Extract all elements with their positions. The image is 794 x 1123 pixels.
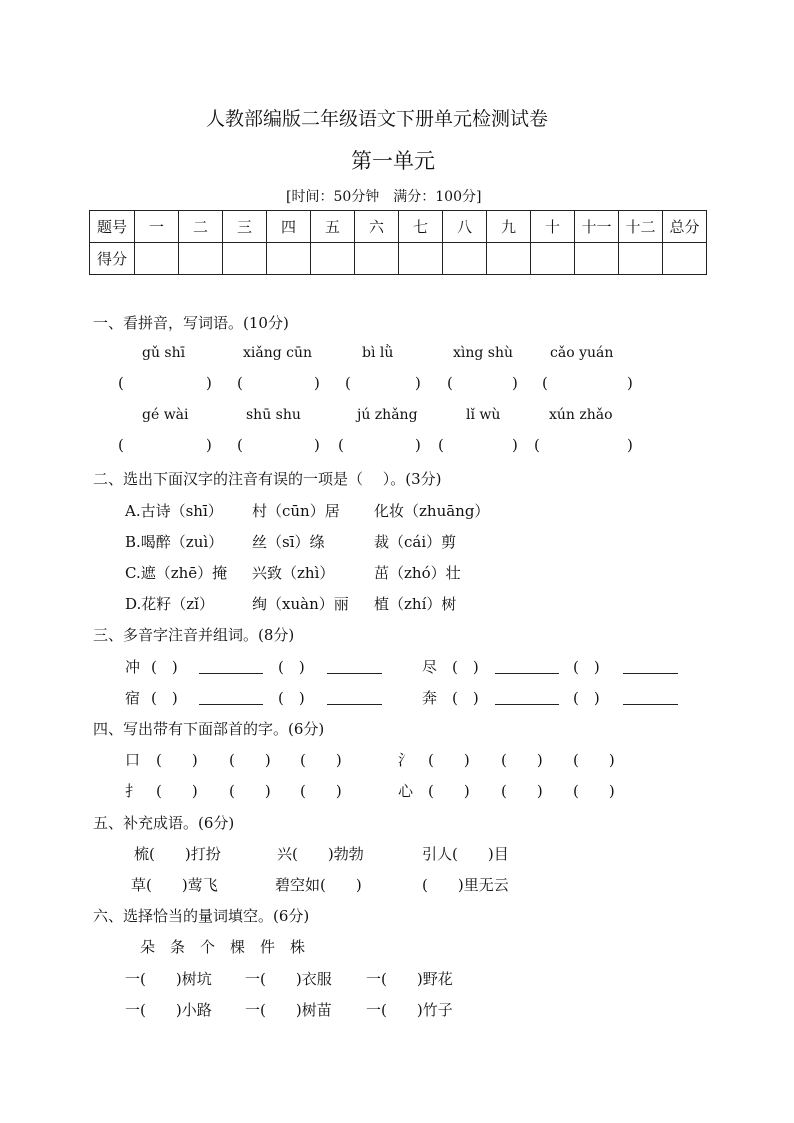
pinyin-paren: ( ) bbox=[573, 658, 600, 676]
column-header: 四 bbox=[267, 211, 311, 243]
pinyin: xìng shù bbox=[453, 345, 514, 361]
pinyin-paren: ( ) bbox=[452, 658, 479, 676]
pinyin-paren: ( ) bbox=[278, 689, 305, 707]
radical: 扌 bbox=[125, 782, 141, 800]
answer-paren-close: ) bbox=[415, 436, 421, 454]
section-heading-5: 五、补充成语。(6分) bbox=[93, 814, 235, 832]
score-table-score-row bbox=[90, 243, 707, 275]
pinyin-paren: ( ) bbox=[151, 689, 178, 707]
word-blank[interactable] bbox=[495, 704, 559, 705]
answer-paren: ( ) bbox=[428, 782, 470, 800]
section-heading-2: 二、选出下面汉字的注音有误的一项是（ ）。(3分) bbox=[93, 470, 442, 488]
pinyin: shū shu bbox=[246, 407, 301, 423]
time-info: [时间：50分钟 满分：100分] bbox=[286, 189, 482, 205]
answer-paren: ( ) bbox=[501, 782, 543, 800]
column-header: 九 bbox=[487, 211, 531, 243]
row-label-score: 得分 bbox=[90, 243, 135, 275]
answer-paren-open: ( bbox=[542, 374, 548, 392]
option-b-item: 裁（cái）剪 bbox=[374, 533, 457, 551]
column-header: 十二 bbox=[619, 211, 663, 243]
answer-paren-open: ( bbox=[438, 436, 444, 454]
measure-word-item: 一( )树坑 bbox=[125, 970, 212, 988]
pinyin-paren: ( ) bbox=[278, 658, 305, 676]
answer-paren: ( ) bbox=[229, 751, 271, 769]
polyphone-char: 尽 bbox=[422, 658, 438, 676]
score-cell[interactable] bbox=[399, 243, 443, 275]
pinyin: bì lǜ bbox=[362, 345, 394, 361]
answer-paren-close: ) bbox=[627, 374, 633, 392]
pinyin: jú zhǎng bbox=[357, 407, 418, 423]
column-header: 八 bbox=[443, 211, 487, 243]
option-c-item: 兴致（zhì） bbox=[252, 564, 335, 582]
section-heading-3: 三、多音字注音并组词。(8分) bbox=[93, 626, 295, 644]
column-header: 一 bbox=[135, 211, 179, 243]
column-header: 三 bbox=[223, 211, 267, 243]
answer-paren: ( ) bbox=[156, 751, 198, 769]
measure-word-choices: 朵 条 个 棵 件 株 bbox=[140, 938, 306, 956]
answer-paren: ( ) bbox=[573, 782, 615, 800]
column-header: 七 bbox=[399, 211, 443, 243]
idiom-item: 引人( )目 bbox=[422, 845, 509, 863]
option-b-item: 丝（sī）绦 bbox=[252, 533, 325, 551]
pinyin: gǔ shī bbox=[142, 345, 186, 361]
section-heading-6: 六、选择恰当的量词填空。(6分) bbox=[93, 907, 310, 925]
column-header: 五 bbox=[311, 211, 355, 243]
answer-paren-close: ) bbox=[206, 436, 212, 454]
answer-paren: ( ) bbox=[501, 751, 543, 769]
answer-paren: ( ) bbox=[156, 782, 198, 800]
answer-paren-open: ( bbox=[338, 436, 344, 454]
option-a-item: 化妆（zhuāng） bbox=[374, 502, 490, 520]
answer-paren: ( ) bbox=[300, 751, 342, 769]
score-cell[interactable] bbox=[575, 243, 619, 275]
radical: 氵 bbox=[398, 751, 414, 769]
score-table bbox=[89, 210, 707, 275]
answer-paren-close: ) bbox=[512, 374, 518, 392]
pinyin: cǎo yuán bbox=[550, 345, 614, 361]
radical: 心 bbox=[398, 782, 414, 800]
answer-paren-open: ( bbox=[237, 436, 243, 454]
word-blank[interactable] bbox=[199, 673, 263, 674]
answer-paren-close: ) bbox=[512, 436, 518, 454]
row-label-question-number: 题号 bbox=[90, 211, 135, 243]
answer-paren: ( ) bbox=[300, 782, 342, 800]
score-cell[interactable] bbox=[311, 243, 355, 275]
answer-paren-open: ( bbox=[447, 374, 453, 392]
score-cell[interactable] bbox=[355, 243, 399, 275]
option-c-item: 茁（zhó）壮 bbox=[374, 564, 461, 582]
answer-paren-open: ( bbox=[534, 436, 540, 454]
word-blank[interactable] bbox=[623, 704, 678, 705]
polyphone-char: 冲 bbox=[125, 658, 141, 676]
polyphone-char: 奔 bbox=[422, 689, 438, 707]
option-d-item: 绚（xuàn）丽 bbox=[252, 595, 349, 613]
score-cell[interactable] bbox=[223, 243, 267, 275]
measure-word-item: 一( )小路 bbox=[125, 1001, 212, 1019]
answer-paren-open: ( bbox=[118, 436, 124, 454]
column-header: 六 bbox=[355, 211, 399, 243]
word-blank[interactable] bbox=[327, 673, 382, 674]
option-b-item: B.喝醉（zuì） bbox=[125, 533, 224, 551]
score-cell[interactable] bbox=[443, 243, 487, 275]
pinyin-paren: ( ) bbox=[573, 689, 600, 707]
measure-word-item: 一( )野花 bbox=[366, 970, 453, 988]
answer-paren: ( ) bbox=[573, 751, 615, 769]
answer-paren-open: ( bbox=[345, 374, 351, 392]
pinyin: gé wài bbox=[142, 407, 189, 423]
word-blank[interactable] bbox=[199, 704, 263, 705]
measure-word-item: 一( )树苗 bbox=[245, 1001, 332, 1019]
idiom-item: 兴( )勃勃 bbox=[277, 845, 364, 863]
column-header: 十 bbox=[531, 211, 575, 243]
option-a-item: 村（cūn）居 bbox=[252, 502, 340, 520]
column-header: 二 bbox=[179, 211, 223, 243]
word-blank[interactable] bbox=[495, 673, 559, 674]
radical: 口 bbox=[125, 751, 141, 769]
page-title: 人教部编版二年级语文下册单元检测试卷 bbox=[206, 108, 549, 130]
score-cell[interactable] bbox=[135, 243, 179, 275]
score-cell[interactable] bbox=[619, 243, 663, 275]
pinyin: xiǎng cūn bbox=[243, 345, 313, 361]
pinyin-paren: ( ) bbox=[151, 658, 178, 676]
score-cell[interactable] bbox=[267, 243, 311, 275]
option-a-item: A.古诗（shī） bbox=[125, 502, 223, 520]
answer-paren-close: ) bbox=[627, 436, 633, 454]
idiom-item: 梳( )打扮 bbox=[134, 845, 221, 863]
column-header: 十一 bbox=[575, 211, 619, 243]
answer-paren-close: ) bbox=[314, 374, 320, 392]
measure-word-item: 一( )衣服 bbox=[245, 970, 332, 988]
word-blank[interactable] bbox=[327, 704, 382, 705]
option-d-item: D.花籽（zǐ） bbox=[125, 595, 214, 613]
idiom-item: 草( )莺飞 bbox=[131, 876, 218, 894]
idiom-item: ( )里无云 bbox=[422, 876, 509, 894]
idiom-item: 碧空如( ) bbox=[275, 876, 362, 894]
column-header: 总分 bbox=[663, 211, 707, 243]
section-heading-1: 一、看拼音，写词语。(10分) bbox=[93, 314, 289, 332]
pinyin: xún zhǎo bbox=[549, 407, 613, 423]
answer-paren-close: ) bbox=[415, 374, 421, 392]
answer-paren-open: ( bbox=[237, 374, 243, 392]
polyphone-char: 宿 bbox=[125, 689, 141, 707]
answer-paren: ( ) bbox=[229, 782, 271, 800]
score-cell[interactable] bbox=[663, 243, 707, 275]
measure-word-item: 一( )竹子 bbox=[366, 1001, 453, 1019]
option-d-item: 植（zhí）树 bbox=[374, 595, 457, 613]
section-heading-4: 四、写出带有下面部首的字。(6分) bbox=[93, 720, 325, 738]
answer-paren-close: ) bbox=[314, 436, 320, 454]
answer-paren-open: ( bbox=[118, 374, 124, 392]
answer-paren: ( ) bbox=[428, 751, 470, 769]
word-blank[interactable] bbox=[623, 673, 678, 674]
unit-title: 第一单元 bbox=[351, 149, 435, 173]
score-cell[interactable] bbox=[531, 243, 575, 275]
pinyin: lǐ wù bbox=[466, 407, 501, 423]
answer-paren-close: ) bbox=[206, 374, 212, 392]
option-c-item: C.遮（zhē）掩 bbox=[125, 564, 228, 582]
pinyin-paren: ( ) bbox=[452, 689, 479, 707]
score-table-header-row bbox=[90, 211, 707, 243]
score-cell[interactable] bbox=[487, 243, 531, 275]
score-cell[interactable] bbox=[179, 243, 223, 275]
